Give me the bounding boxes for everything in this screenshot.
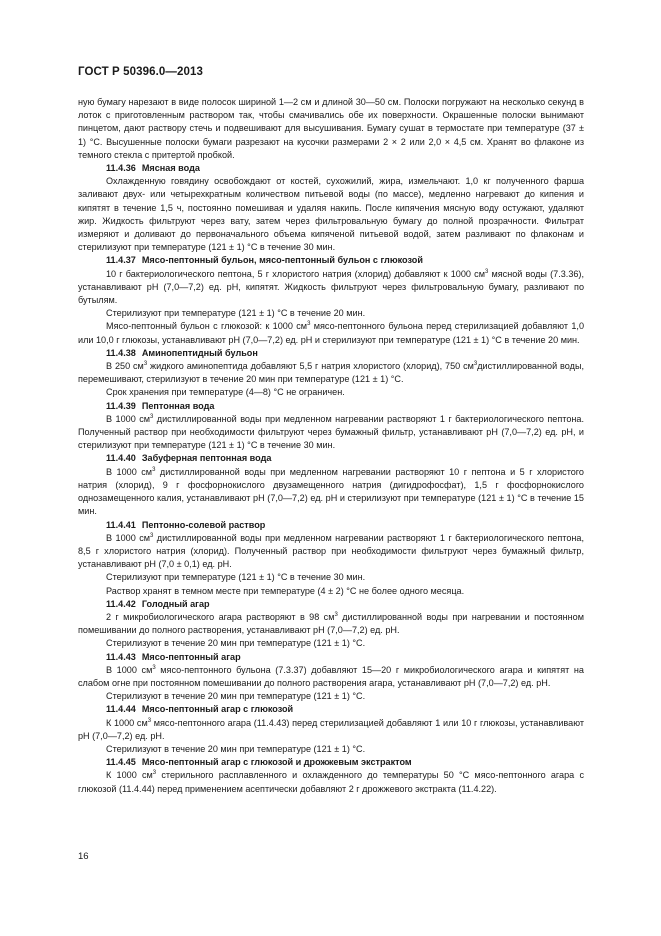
section-number: 11.4.43 <box>106 651 136 662</box>
section-title: Пептонно-солевой раствор <box>141 519 266 530</box>
paragraph: Раствор хранят в темном месте при температуре (4 ± 2) °C не более одного месяца. <box>106 585 465 596</box>
section-title: Забуферная пептонная вода <box>141 453 272 464</box>
section-number: 11.4.41 <box>106 519 136 530</box>
document-body <box>78 96 584 796</box>
section-heading <box>78 452 584 465</box>
section-title: Мясная вода <box>141 163 200 174</box>
paragraph: Стерилизуют в течение 20 мин при температуре (121 ± 1) °C. <box>106 638 366 649</box>
paragraph: 10 г бактериологического пептона, 5 г хлористого натрия (хлорид) добавляют к 1000 $см^3$ мясной воды (7.3.36), устанавливают pH (7,0—7,2) ед. pH, кипятят. Жидкость фильтруют через фильтровальную бумагу, разливают по бутылям. <box>78 268 584 306</box>
section-number: 11.4.45 <box>106 757 136 768</box>
section-heading <box>78 651 584 664</box>
paragraph: В 1000 $см^3$ мясо-пептонного бульона (7.3.37) добавляют 15—20 г микробиологического агара и кипятят на слабом огне при постоянном помешивании до полного растворения агара, устанавливают pH (7,0—7,2) ед. pH. <box>78 664 584 688</box>
section-number: 11.4.37 <box>106 255 136 266</box>
section-heading <box>78 347 584 360</box>
section-title: Мясо-пептонный агар <box>141 651 241 662</box>
paragraph: Мясо-пептонный бульон с глюкозой: к 1000 $см^3$ мясо-пептонного бульона перед стерилизацией добавляют 1,0 или 10,0 г глюкозы, устанавливают pH (7,0—7,2) ед. pH и стерилизуют при температуре (121 ± 1) °C в течение 20 мин. <box>78 321 584 345</box>
section-heading <box>78 254 584 267</box>
section-number: 11.4.36 <box>106 163 136 174</box>
paragraph: В 1000 $см^3$ дистиллированной воды при медленном нагревании растворяют 1 г бактериологического пептона, 8,5 г хлористого натрия (хлорид). Полученный раствор при необходимости фильтруют через бумажный фильтр, устанавливают pH (7,0 ± 0,1) ед. pH. <box>78 532 584 570</box>
paragraph: В 250 $см^3$ жидкого аминопептида добавляют 5,5 г натрия хлористого (хлорид), 750 $см^3дистиллированной$ воды, перемешивают, стерилизуют в течение 20 мин при температуре (121 ± 1) °C. <box>78 361 585 385</box>
paragraph: Стерилизуют в течение 20 мин при температуре (121 ± 1) °C. <box>106 691 366 702</box>
paragraph: Стерилизуют в течение 20 мин при температуре (121 ± 1) °C. <box>106 743 366 754</box>
paragraph: К 1000 $см^3$ стерильного расплавленного и охлажденного до температуры 50 °C мясо-пептонного агара с глюкозой (11.4.44) перед применением асептически добавляют 2 г дрожжевого экстракта (11.4.22). <box>78 770 585 794</box>
section-heading <box>78 400 584 413</box>
section-title: Мясо-пептонный агар с глюкозой <box>141 704 294 715</box>
paragraph: В 1000 $см^3$ дистиллированной воды при медленном нагревании растворяют 10 г пептона и 5 г хлористого натрия (хлорид), 9 г фосфорнокислого двузамещенного натрия (дигидрофосфат), 1,5 г фосфорнокислого однозамещенного калия, устанавливают pH (7,0—7,2) ед. pH и стерилизуют при температуре (121 ± 1) °C в течение 15 мин. <box>78 466 584 517</box>
section-heading <box>78 756 584 769</box>
section-heading <box>78 703 584 716</box>
section-heading <box>78 162 584 175</box>
paragraph: К 1000 $см^3$ мясо-пептонного агара (11.4.43) перед стерилизацией добавляют 1 или 10 г глюкозы, устанавливают pH (7,0—7,2) ед. pH. <box>78 717 584 741</box>
paragraph: Охлажденную говядину освобождают от костей, сухожилий, жира, измельчают. 1,0 кг полученного фарша заливают двух- или четырехкратным количеством питьевой воды (по массе), медленно нагревают до кипения и кипятят в течение 1,5 ч, постоянно помешивая и удаляя накипь. После кипячения мясную воду остужают, удаляют жир. Жидкость фильтруют через вату, затем через фильтровальную бумагу до полной прозрачности. Фильтрат измеряют и доливают до первоначального объема кипяченой питьевой водой, затем разливают по флаконам и стерилизуют при температуре (121 ± 1) °C в течение 30 мин. <box>78 176 584 253</box>
document-header: ГОСТ Р 50396.0—2013 <box>78 66 203 78</box>
section-title: Аминопептидный бульон <box>141 347 258 358</box>
section-title: Пептонная вода <box>141 400 215 411</box>
page-number: 16 <box>78 851 89 862</box>
section-number: 11.4.40 <box>106 453 136 464</box>
section-number: 11.4.42 <box>106 598 136 609</box>
section-number: 11.4.38 <box>106 347 136 358</box>
section-heading <box>78 598 584 611</box>
paragraph: Стерилизуют при температуре (121 ± 1) °C в течение 20 мин. <box>106 308 366 319</box>
paragraph: Срок хранения при температуре (4—8) °C не ограничен. <box>106 387 345 398</box>
paragraph: 2 г микробиологического агара растворяют в 98 $см^3$ дистиллированной воды при нагревании и постоянном помешивании до полного растворения, устанавливают pH (7,0—7,2) ед. pH. <box>78 611 584 636</box>
paragraph: Стерилизуют при температуре (121 ± 1) °C в течение 30 мин. <box>106 572 366 583</box>
section-title: Мясо-пептонный бульон, мясо-пептонный бульон с глюкозой <box>141 255 423 266</box>
paragraph: ную бумагу нарезают в виде полосок шириной 1—2 см и длиной 30—50 см. Полоски погружают на несколько секунд в лоток с приготовленным раствором так, чтобы смачивались обе их поверхности. Окрашенные полоски вынимают пинцетом, дают раствору стечь и подвешивают для высушивания. Бумагу сушат в термостате при температуре (37 ± 1) °C. Высушенные полоски бумаги разрезают на кусочки размерами 2 × 2 или 2,0 × 4,5 см. Хранят во флаконе из темного стекла с притертой пробкой. <box>78 97 584 160</box>
section-title: Голодный агар <box>141 598 210 609</box>
section-number: 11.4.39 <box>106 400 136 411</box>
paragraph: В 1000 $см^3$ дистиллированной воды при медленном нагревании растворяют 1 г бактериологического пептона. Полученный раствор при необходимости фильтруют через бумажный фильтр, устанавливают pH (7,0—7,2) ед. pH, и стерилизуют при температуре (121 ± 1) °C в течение 30 мин. <box>78 413 584 451</box>
section-title: Мясо-пептонный агар с глюкозой и дрожжевым экстрактом <box>141 757 412 768</box>
section-heading <box>78 519 584 532</box>
section-number: 11.4.44 <box>106 704 136 715</box>
